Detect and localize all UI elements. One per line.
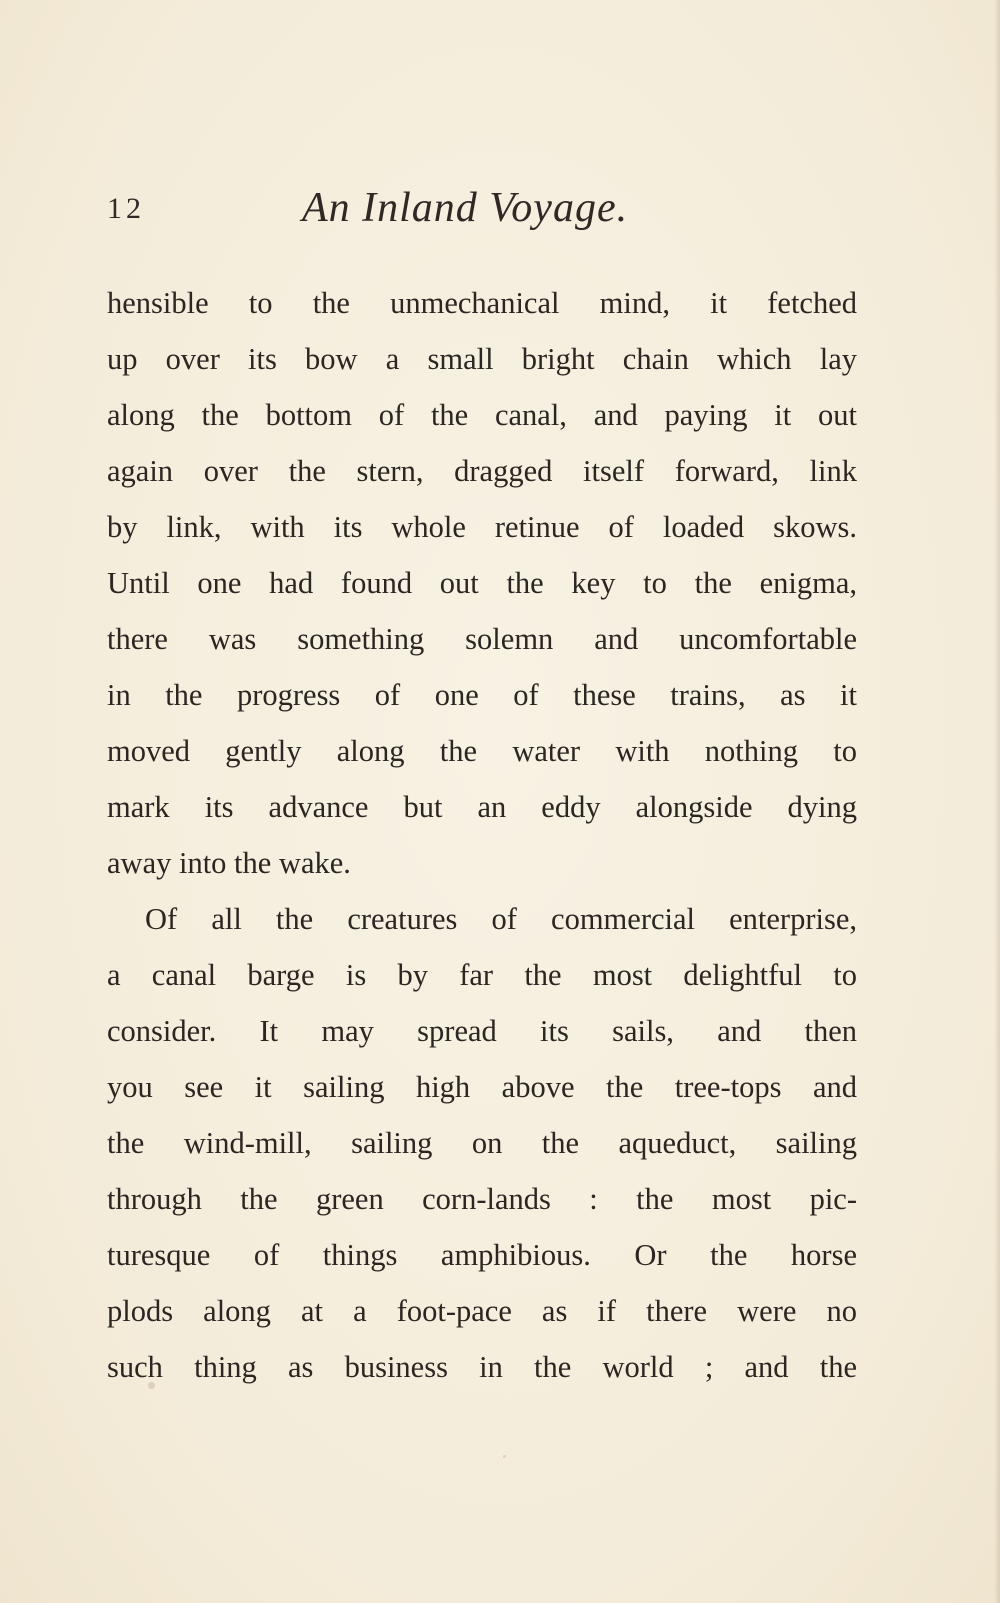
running-title: An Inland Voyage. [302, 185, 629, 231]
text-line: along the bottom of the canal, and paying it out [107, 398, 857, 432]
page-header [107, 184, 857, 244]
text-line: such thing as business in the world ; and the [107, 1350, 857, 1384]
text-line: moved gently along the water with nothing to [107, 734, 857, 768]
text-line: Of all the creatures of commercial enterprise, [145, 902, 857, 936]
text-line: in the progress of one of these trains, as it [107, 678, 857, 712]
text-line: mark its advance but an eddy alongside dying [107, 790, 857, 824]
text-line: again over the stern, dragged itself forward, link [107, 454, 857, 488]
text-line: you see it sailing high above the tree-tops and [107, 1070, 857, 1104]
text-line: through the green corn-lands : the most pic- [107, 1182, 857, 1216]
text-line: a canal barge is by far the most delightful to [107, 958, 857, 992]
page-number: 12 [107, 192, 145, 225]
text-line: there was something solemn and uncomfortable [107, 622, 857, 656]
text-line: hensible to the unmechanical mind, it fetched [107, 286, 857, 320]
text-line: consider. It may spread its sails, and then [107, 1014, 857, 1048]
text-line: by link, with its whole retinue of loaded skows. [107, 510, 857, 544]
text-line: up over its bow a small bright chain which lay [107, 342, 857, 376]
body-text [107, 279, 857, 1399]
text-line: away into the wake. [107, 846, 351, 880]
text-line: Until one had found out the key to the enigma, [107, 566, 857, 600]
text-line: the wind-mill, sailing on the aqueduct, sailing [107, 1126, 857, 1160]
page-edge-shadow [994, 0, 1000, 1603]
paper-speck [503, 1455, 506, 1458]
text-line: turesque of things amphibious. Or the horse [107, 1238, 857, 1272]
text-line: plods along at a foot-pace as if there were no [107, 1294, 857, 1328]
